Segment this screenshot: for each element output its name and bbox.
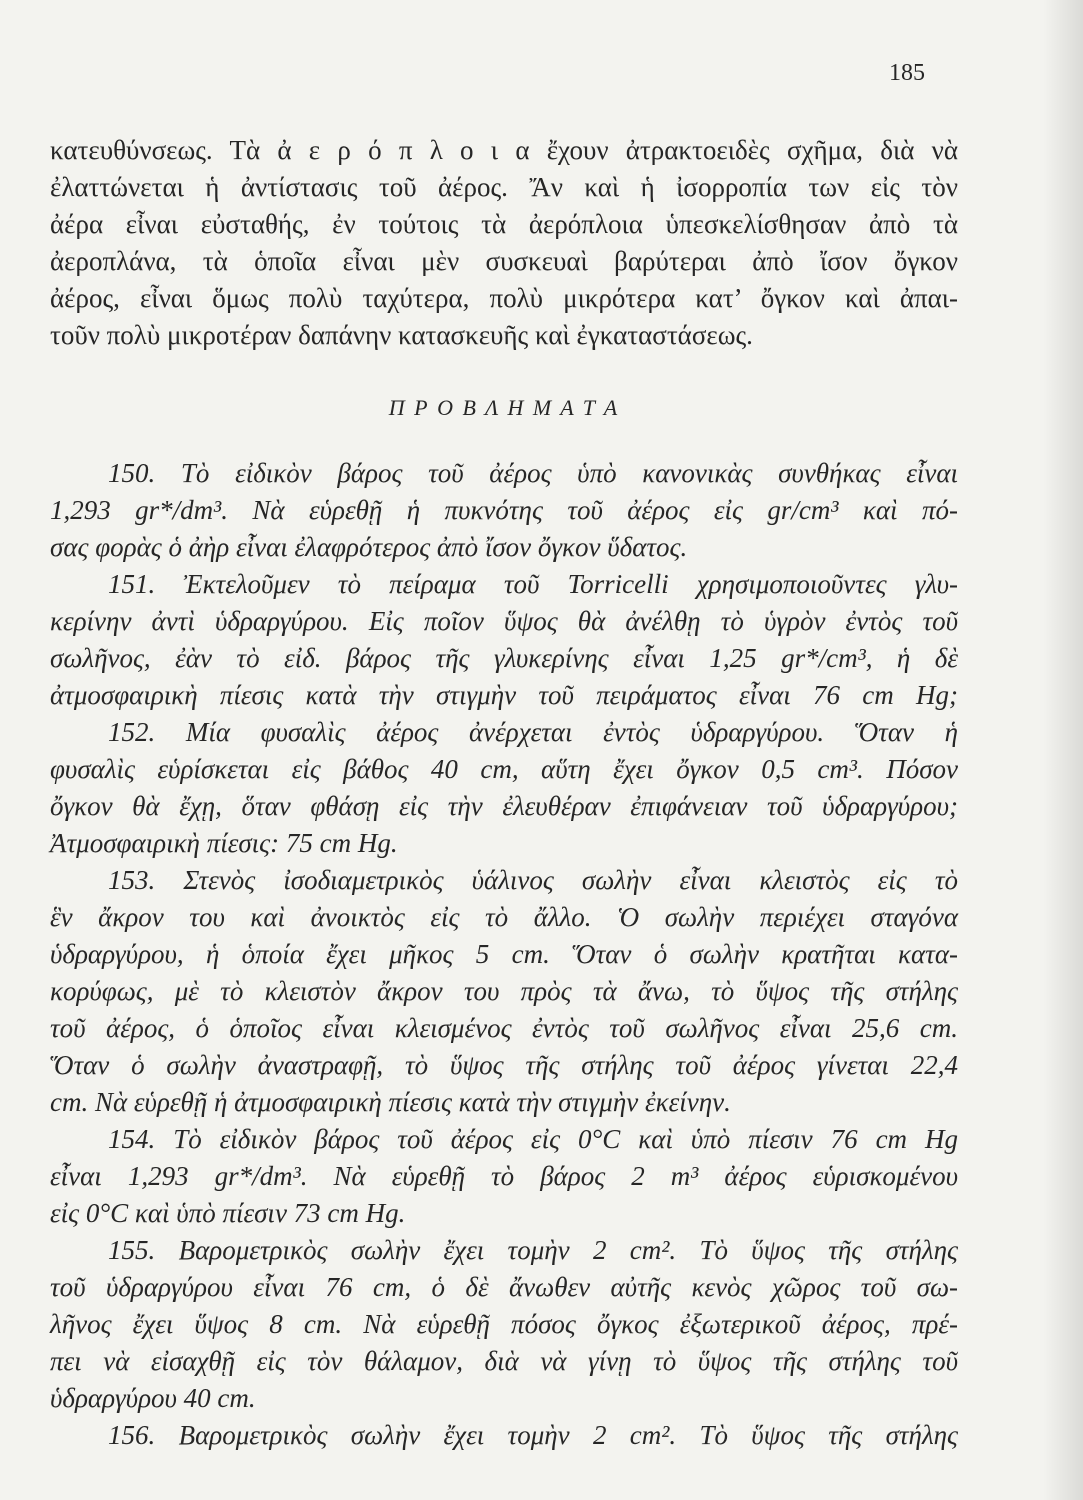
text-line: τοῦ ἀέρος, ὁ ὁποῖος εἶναι κλεισμένος ἐντὸς τοῦ σωλῆνος εἶναι 25,6 cm. [50,1013,958,1043]
text-line: σωλῆνος, ἐὰν τὸ εἰδ. βάρος τῆς γλυκερίνης εἶναι 1,25 gr*/cm³, ἡ δὲ [50,643,958,673]
text-line: 152. Μία φυσαλὶς ἀέρος ἀνέρχεται ἐντὸς ὑδραργύρου. Ὅταν ἡ [108,717,958,747]
intro-paragraph [50,132,958,354]
text-line: εἰς 0°C καὶ ὑπὸ πίεσιν 73 cm Hg. [50,1198,406,1228]
text-line: πει νὰ εἰσαχθῇ εἰς τὸν θάλαμον, διὰ νὰ γίνῃ τὸ ὕψος τῆς στήλης τοῦ [50,1346,958,1376]
text-line: 150. Τὸ εἰδικὸν βάρος τοῦ ἀέρος ὑπὸ κανονικὰς συνθήκας εἶναι [108,458,958,488]
problem-152 [50,714,958,862]
problem-156 [50,1417,958,1454]
page-number: 185 [889,60,925,86]
page-edge-shadow [1043,0,1083,1500]
text-line: τοῦν πολὺ μικροτέραν δαπάνην κατασκευῆς καὶ ἐγκαταστάσεως. [50,320,753,350]
text-line: λῆνος ἔχει ὕψος 8 cm. Νὰ εὑρεθῇ πόσος ὄγκος ἐξωτερικοῦ ἀέρος, πρέ- [50,1309,958,1339]
problem-155 [50,1232,958,1417]
text-line: 151. Ἐκτελοῦμεν τὸ πείραμα τοῦ Torricelli χρησιμοποιοῦντες γλυ- [108,569,958,599]
text-line: φυσαλὶς εὑρίσκεται εἰς βάθος 40 cm, αὕτη ἔχει ὄγκον 0,5 cm³. Πόσον [50,754,958,784]
text-line: ἀτμοσφαιρικὴ πίεσις κατὰ τὴν στιγμὴν τοῦ πειράματος εἶναι 76 cm Hg; [50,680,958,710]
text-line: ἀεροπλάνα, τὰ ὁποῖα εἶναι μὲν συσκευαὶ βαρύτεραι ἀπὸ ἴσον ὄγκον [50,246,958,276]
section-heading: Π Ρ Ο Β Λ Η Μ Α Τ Α [388,395,620,420]
text-line: ὑδραργύρου, ἡ ὁποία ἔχει μῆκος 5 cm. Ὅταν ὁ σωλὴν κρατῆται κατα- [50,939,958,969]
text-line: ἓν ἄκρον του καὶ ἀνοικτὸς εἰς τὸ ἄλλο. Ὁ σωλὴν περιέχει σταγόνα [50,902,958,932]
text-line: κατευθύνσεως. Τὰ ἀ ε ρ ό π λ ο ι α ἔχουν ἀτρακτοειδὲς σχῆμα, διὰ νὰ [50,135,958,165]
problem-154 [50,1121,958,1232]
text-line: τοῦ ὑδραργύρου εἶναι 76 cm, ὁ δὲ ἄνωθεν αὐτῆς κενὸς χῶρος τοῦ σω- [50,1272,958,1302]
problems-list [50,455,958,1454]
text-line: cm. Νὰ εὑρεθῇ ἡ ἀτμοσφαιρικὴ πίεσις κατὰ τὴν στιγμὴν ἐκείνην. [50,1087,731,1117]
text-line: 153. Στενὸς ἰσοδιαμετρικὸς ὑάλινος σωλὴν εἶναι κλειστὸς εἰς τὸ [108,865,958,895]
text-line: Ἀτμοσφαιρικὴ πίεσις: 75 cm Hg. [50,828,398,858]
text-line: εἶναι 1,293 gr*/dm³. Νὰ εὑρεθῇ τὸ βάρος 2 m³ ἀέρος εὑρισκομένου [50,1161,958,1191]
text-line: 1,293 gr*/dm³. Νὰ εὑρεθῇ ἡ πυκνότης τοῦ ἀέρος εἰς gr/cm³ καὶ πό- [50,495,958,525]
text-line: 156. Βαρομετρικὸς σωλὴν ἔχει τομὴν 2 cm². Τὸ ὕψος τῆς στήλης [108,1420,958,1450]
text-line: 154. Τὸ εἰδικὸν βάρος τοῦ ἀέρος εἰς 0°C καὶ ὑπὸ πίεσιν 76 cm Hg [108,1124,958,1154]
text-line: ὑδραργύρου 40 cm. [50,1383,256,1413]
text-line: ἐλαττώνεται ἡ ἀντίστασις τοῦ ἀέρος. Ἄν καὶ ἡ ἰσορροπία των εἰς τὸν [50,172,958,202]
problem-151 [50,566,958,714]
problem-150 [50,455,958,566]
text-line: κορύφως, μὲ τὸ κλειστὸν ἄκρον του πρὸς τὰ ἄνω, τὸ ὕψος τῆς στήλης [50,976,958,1006]
text-line: 155. Βαρομετρικὸς σωλὴν ἔχει τομὴν 2 cm². Τὸ ὕψος τῆς στήλης [108,1235,958,1265]
text-line: ἀέρος, εἶναι ὅμως πολὺ ταχύτερα, πολὺ μικρότερα κατ’ ὄγκον καὶ ἀπαι- [50,283,958,313]
text-line: ἀέρα εἶναι εὐσταθής, ἐν τούτοις τὰ ἀερόπλοια ὑπεσκελίσθησαν ἀπὸ τὰ [50,209,958,239]
text-line: σας φορὰς ὁ ἀὴρ εἶναι ἐλαφρότερος ἀπὸ ἴσον ὄγκον ὕδατος. [50,532,688,562]
text-line: Ὅταν ὁ σωλὴν ἀναστραφῇ, τὸ ὕψος τῆς στήλης τοῦ ἀέρος γίνεται 22,4 [50,1050,958,1080]
text-line: κερίνην ἀντὶ ὑδραργύρου. Εἰς ποῖον ὕψος θὰ ἀνέλθῃ τὸ ὑγρὸν ἐντὸς τοῦ [50,606,958,636]
problem-153 [50,862,958,1121]
text-line: ὄγκον θὰ ἔχῃ, ὅταν φθάσῃ εἰς τὴν ἐλευθέραν ἐπιφάνειαν τοῦ ὑδραργύρου; [50,791,958,821]
